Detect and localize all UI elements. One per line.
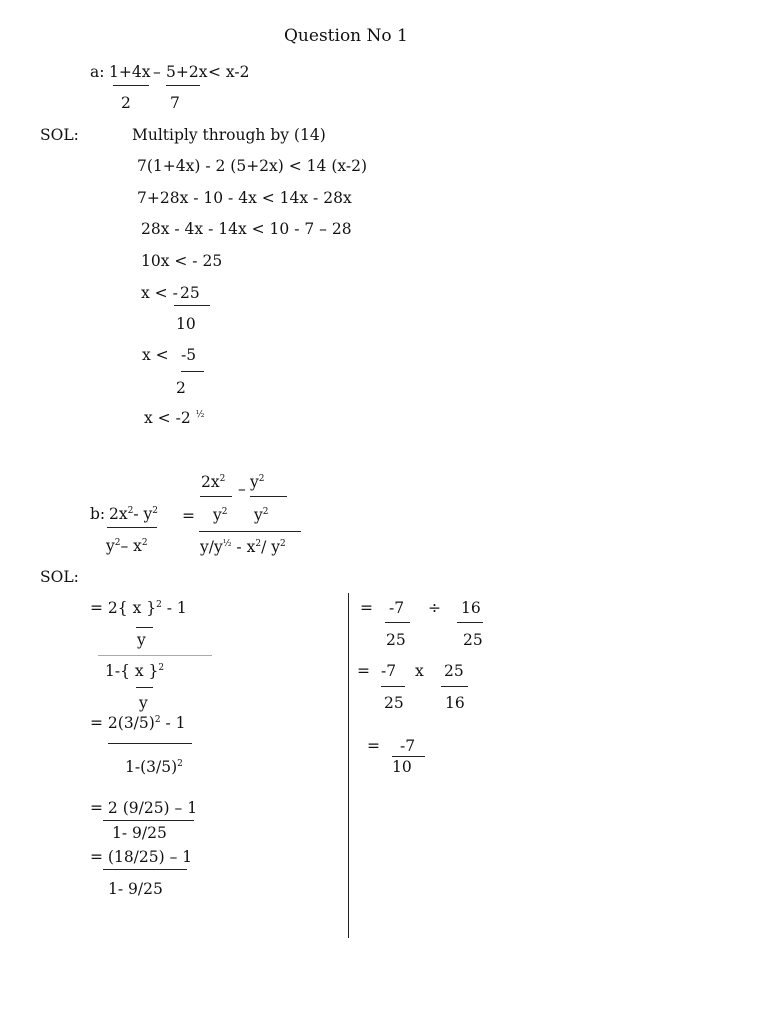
fraction-bar (250, 496, 287, 497)
fraction-bar (136, 627, 153, 628)
fraction-bar (181, 371, 204, 372)
column-divider (348, 593, 349, 938)
right-line-1-num-1: -7 (389, 599, 405, 617)
right-line-2-num-1: -7 (381, 662, 397, 680)
part-b-label: b: (90, 505, 106, 523)
right-line-1-eq: = (360, 599, 373, 617)
step-3: 7+28x - 10 - 4x < 14x - 28x (137, 189, 352, 207)
fraction-bar (98, 655, 212, 656)
step-8: x < -2 $^{\frac{1}{2}}$ (144, 409, 205, 427)
left-line-2: 1-{ x }$^2$ (105, 662, 165, 680)
fraction-bar (107, 527, 157, 528)
fraction-bar (200, 496, 232, 497)
right-line-2-den-1: 25 (384, 694, 404, 712)
part-b-equals: = (182, 507, 195, 525)
page-title: Question No 1 (284, 26, 408, 46)
part-b-rhs-den-2: $y^2$ (254, 506, 269, 524)
fraction-bar (136, 687, 153, 688)
step-7-denominator: 2 (176, 379, 186, 397)
step-6-numerator: 25 (180, 284, 200, 302)
fraction-bar (103, 820, 194, 821)
left-line-2-y: y (139, 694, 148, 712)
part-a-numerator-2: 5+2x (166, 63, 208, 81)
fraction-bar (392, 756, 425, 757)
part-a-label: a: (90, 63, 105, 81)
right-line-3-den: 10 (392, 758, 412, 776)
fraction-bar (103, 869, 187, 870)
left-line-4-num: = 2 (9/25) – 1 (90, 799, 198, 817)
step-7-lhs: x < (142, 346, 169, 364)
part-b-numerator: $2x^2-$ $y^2$ (109, 505, 158, 523)
fraction-bar (381, 686, 405, 687)
right-line-2-den-2: 16 (445, 694, 465, 712)
part-b-rhs-minus: – (238, 480, 246, 498)
step-7-numerator: -5 (181, 346, 197, 364)
step-6-denominator: 10 (176, 315, 196, 333)
right-line-2-times: x (415, 662, 424, 680)
right-line-1-den-2: 25 (463, 631, 483, 649)
fraction-bar (113, 85, 149, 86)
fraction-bar (108, 743, 192, 744)
part-a-denominator-1: 2 (121, 94, 131, 112)
step-4: 28x - 4x - 14x < 10 - 7 – 28 (141, 220, 352, 238)
fraction-bar (385, 622, 410, 623)
right-line-2-num-2: 25 (444, 662, 464, 680)
left-line-3: = $2(3/5)^2 - 1$ (90, 714, 186, 732)
fraction-bar (166, 85, 200, 86)
left-line-1: = 2{ x }$^2$ - 1 (90, 599, 187, 617)
part-b-rhs-den-1: $y^2$ (213, 506, 228, 524)
left-line-3-den: $1-(3/5)^2$ (125, 758, 183, 776)
left-line-5-num: = (18/25) – 1 (90, 848, 193, 866)
sol-label-b: SOL: (40, 568, 79, 586)
step-2: 7(1+4x) - 2 (5+2x) < 14 (x-2) (137, 157, 367, 175)
sol-label-a: SOL: (40, 126, 79, 144)
step-1: Multiply through by (14) (132, 126, 326, 144)
right-line-3-num: -7 (400, 737, 416, 755)
step-5: 10x < - 25 (141, 252, 223, 270)
part-a-rhs: < x-2 (208, 63, 250, 81)
part-a-minus: – (153, 63, 161, 81)
right-line-1-divide: ÷ (428, 599, 441, 617)
fraction-bar (199, 531, 301, 532)
left-line-1-y: y (137, 631, 146, 649)
left-line-4-den: 1- 9/25 (112, 824, 167, 842)
part-b-rhs-bottom: $y/y^{\frac{1}{2}} - x^2/$ $y^2$ (200, 538, 286, 556)
part-a-numerator-1: 1+4x (109, 63, 151, 81)
right-line-2-eq: = (357, 662, 370, 680)
fraction-bar (441, 686, 468, 687)
right-line-3-eq: = (367, 737, 380, 755)
fraction-bar (457, 622, 483, 623)
fraction-bar (174, 305, 210, 306)
step-6-lhs: x < - (141, 284, 178, 302)
part-b-denominator: $y^2-$ $x^2$ (106, 537, 148, 555)
part-a-denominator-2: 7 (170, 94, 180, 112)
right-line-1-den-1: 25 (386, 631, 406, 649)
right-line-1-num-2: 16 (461, 599, 481, 617)
part-b-rhs-num-1: $2x^2$ (201, 473, 226, 491)
part-b-rhs-num-2: $y^2$ (250, 473, 265, 491)
left-line-5-den: 1- 9/25 (108, 880, 163, 898)
